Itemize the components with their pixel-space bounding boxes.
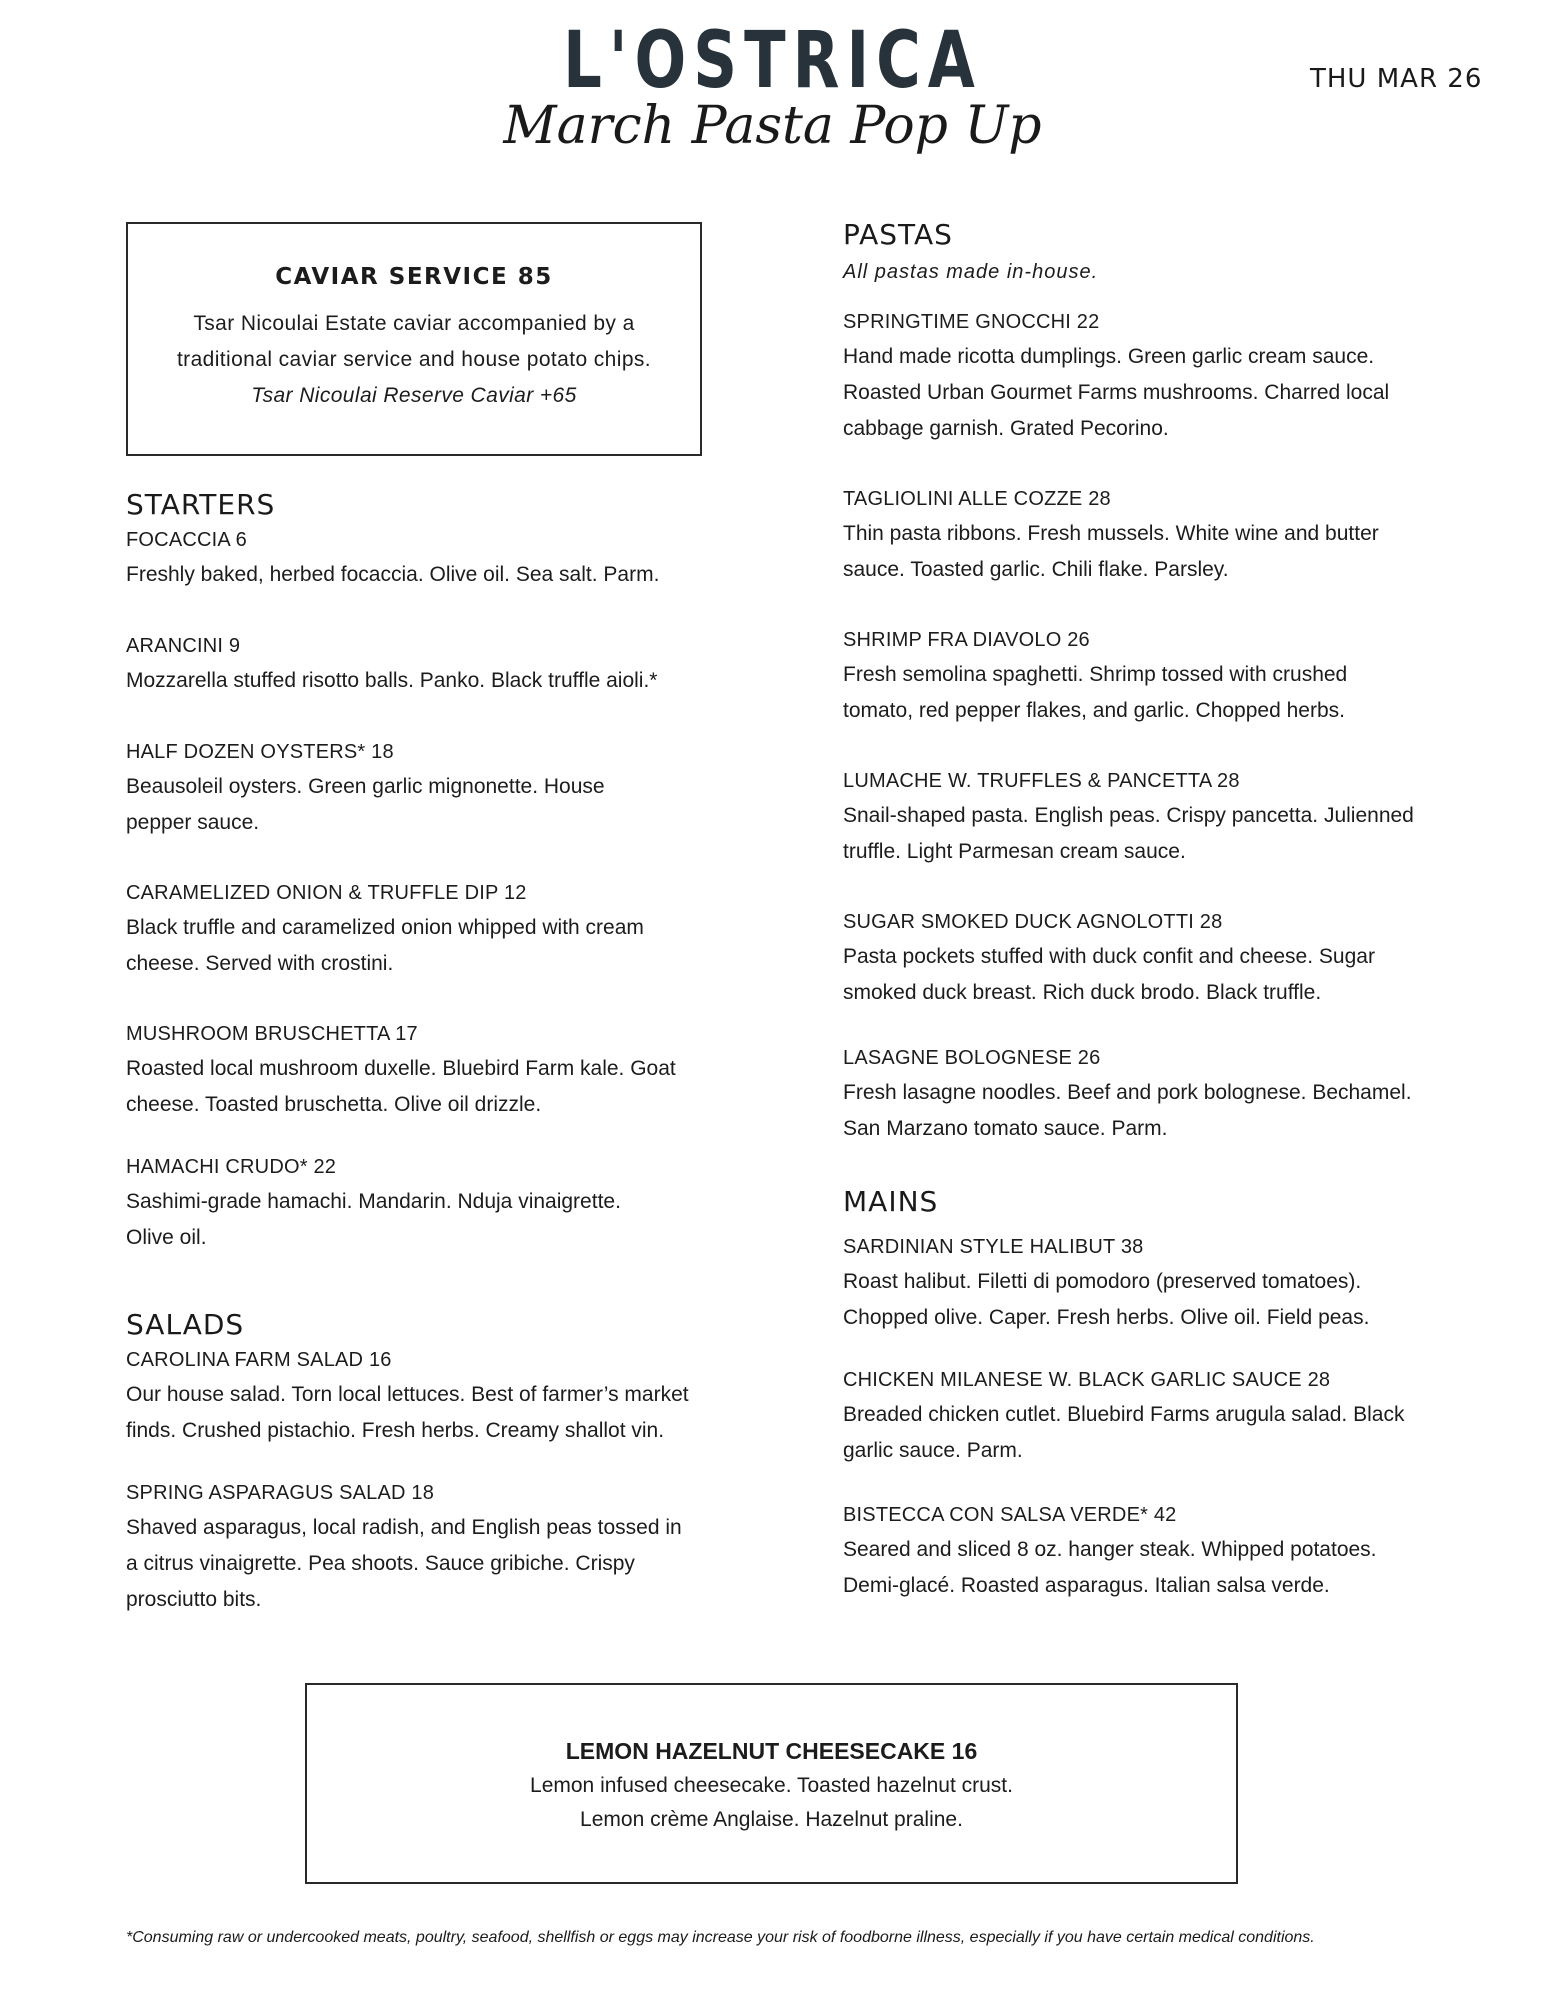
item-name: ARANCINI 9 <box>126 635 241 657</box>
menu-item <box>126 1150 726 1256</box>
dessert-title: LEMON HAZELNUT CHEESECAKE 16 <box>565 1738 978 1764</box>
item-desc: Our house salad. Torn local lettuces. Best of farmer’s market <box>126 1383 689 1406</box>
item-desc: a citrus vinaigrette. Pea shoots. Sauce gribiche. Crispy <box>126 1552 635 1575</box>
menu-item <box>126 1343 726 1449</box>
item-desc: Roasted local mushroom duxelle. Bluebird Farm kale. Goat <box>126 1057 676 1080</box>
item-desc: Chopped olive. Caper. Fresh herbs. Olive oil. Field peas. <box>843 1306 1370 1329</box>
item-desc: Black truffle and caramelized onion whipped with cream <box>126 916 644 939</box>
menu-item <box>843 1230 1443 1336</box>
item-name: MUSHROOM BRUSCHETTA 17 <box>126 1023 418 1045</box>
item-desc: cheese. Toasted bruschetta. Olive oil drizzle. <box>126 1093 542 1116</box>
menu-item <box>126 876 726 982</box>
menu-item <box>843 764 1443 870</box>
item-name: LUMACHE W. TRUFFLES & PANCETTA 28 <box>843 770 1240 792</box>
item-desc: sauce. Toasted garlic. Chili flake. Parsley. <box>843 558 1229 581</box>
item-desc: finds. Crushed pistachio. Fresh herbs. Creamy shallot vin. <box>126 1419 665 1442</box>
menu-item <box>126 1476 726 1618</box>
health-disclaimer: *Consuming raw or undercooked meats, poultry, seafood, shellfish or eggs may increase your risk of foodborne illness, especially if you have certain medical conditions. <box>126 1929 1315 1946</box>
item-name: CHICKEN MILANESE W. BLACK GARLIC SAUCE 28 <box>843 1369 1331 1391</box>
caviar-desc-line: traditional caviar service and house potato chips. <box>176 348 652 371</box>
item-name: HAMACHI CRUDO* 22 <box>126 1156 337 1178</box>
restaurant-logo: L'OSTRICA <box>563 16 982 106</box>
item-name: HALF DOZEN OYSTERS* 18 <box>126 741 394 763</box>
pastas-subtitle: All pastas made in-house. <box>843 261 1099 283</box>
menu-item <box>843 1041 1443 1147</box>
item-desc: San Marzano tomato sauce. Parm. <box>843 1117 1168 1140</box>
item-name: SARDINIAN STYLE HALIBUT 38 <box>843 1236 1144 1258</box>
item-desc: cheese. Served with crostini. <box>126 952 394 975</box>
item-desc: Snail-shaped pasta. English peas. Crispy pancetta. Julienned <box>843 804 1414 827</box>
item-desc: truffle. Light Parmesan cream sauce. <box>843 840 1186 863</box>
item-desc: Fresh lasagne noodles. Beef and pork bolognese. Bechamel. <box>843 1081 1412 1104</box>
item-desc: Demi-glacé. Roasted asparagus. Italian salsa verde. <box>843 1574 1330 1597</box>
item-desc: Freshly baked, herbed focaccia. Olive oil. Sea salt. Parm. <box>126 563 660 586</box>
menu-item <box>843 305 1443 447</box>
item-desc: Thin pasta ribbons. Fresh mussels. White wine and butter <box>843 522 1379 545</box>
item-name: LASAGNE BOLOGNESE 26 <box>843 1047 1101 1069</box>
item-name: FOCACCIA 6 <box>126 529 247 551</box>
item-desc: Roast halibut. Filetti di pomodoro (preserved tomatoes). <box>843 1270 1362 1293</box>
menu-item <box>843 482 1443 588</box>
menu-item <box>843 623 1443 729</box>
item-name: SPRING ASPARAGUS SALAD 18 <box>126 1482 435 1504</box>
salads-heading: SALADS <box>126 1308 245 1341</box>
dessert-desc-line: Lemon crème Anglaise. Hazelnut praline. <box>580 1808 963 1831</box>
item-name: TAGLIOLINI ALLE COZZE 28 <box>843 488 1111 510</box>
item-desc: Mozzarella stuffed risotto balls. Panko. Black truffle aioli.* <box>126 669 658 692</box>
menu-item <box>843 1498 1443 1604</box>
item-desc: Shaved asparagus, local radish, and English peas tossed in <box>126 1516 682 1539</box>
menu-item <box>843 905 1443 1011</box>
mains-heading: MAINS <box>843 1185 939 1218</box>
item-name: BISTECCA CON SALSA VERDE* 42 <box>843 1504 1177 1526</box>
item-name: SHRIMP FRA DIAVOLO 26 <box>843 629 1090 651</box>
dessert-desc-line: Lemon infused cheesecake. Toasted hazelnut crust. <box>530 1774 1013 1797</box>
item-desc: Pasta pockets stuffed with duck confit and cheese. Sugar <box>843 945 1375 968</box>
menu-item <box>126 629 726 699</box>
item-name: SPRINGTIME GNOCCHI 22 <box>843 311 1100 333</box>
starters-heading: STARTERS <box>126 488 276 521</box>
item-desc: Sashimi-grade hamachi. Mandarin. Nduja vinaigrette. <box>126 1190 621 1213</box>
menu-item <box>126 523 726 593</box>
item-desc: Beausoleil oysters. Green garlic mignonette. House <box>126 775 605 798</box>
item-desc: cabbage garnish. Grated Pecorino. <box>843 417 1169 440</box>
menu-item <box>126 1017 726 1123</box>
caviar-title: CAVIAR SERVICE 85 <box>275 264 553 290</box>
item-desc: tomato, red pepper flakes, and garlic. Chopped herbs. <box>843 699 1345 722</box>
item-desc: garlic sauce. Parm. <box>843 1439 1023 1462</box>
caviar-addon: Tsar Nicoulai Reserve Caviar +65 <box>251 384 577 407</box>
item-desc: Roasted Urban Gourmet Farms mushrooms. Charred local <box>843 381 1390 404</box>
item-desc: Olive oil. <box>126 1226 207 1249</box>
item-name: SUGAR SMOKED DUCK AGNOLOTTI 28 <box>843 911 1223 933</box>
pastas-heading: PASTAS <box>843 218 953 251</box>
item-desc: prosciutto bits. <box>126 1588 262 1611</box>
item-desc: Seared and sliced 8 oz. hanger steak. Whipped potatoes. <box>843 1538 1377 1561</box>
caviar-service-box <box>126 222 702 456</box>
menu-date: THU MAR 26 <box>1310 64 1483 94</box>
item-name: CAROLINA FARM SALAD 16 <box>126 1349 392 1371</box>
menu-item <box>126 735 726 841</box>
menu-item <box>843 1363 1443 1469</box>
event-subtitle: March Pasta Pop Up <box>503 96 1042 156</box>
item-desc: pepper sauce. <box>126 811 260 834</box>
item-desc: smoked duck breast. Rich duck brodo. Black truffle. <box>843 981 1322 1004</box>
caviar-desc-line: Tsar Nicoulai Estate caviar accompanied by a <box>193 312 635 335</box>
dessert-box <box>305 1683 1238 1884</box>
item-desc: Fresh semolina spaghetti. Shrimp tossed with crushed <box>843 663 1348 686</box>
item-desc: Hand made ricotta dumplings. Green garlic cream sauce. <box>843 345 1375 368</box>
item-desc: Breaded chicken cutlet. Bluebird Farms arugula salad. Black <box>843 1403 1405 1426</box>
item-name: CARAMELIZED ONION & TRUFFLE DIP 12 <box>126 882 527 904</box>
